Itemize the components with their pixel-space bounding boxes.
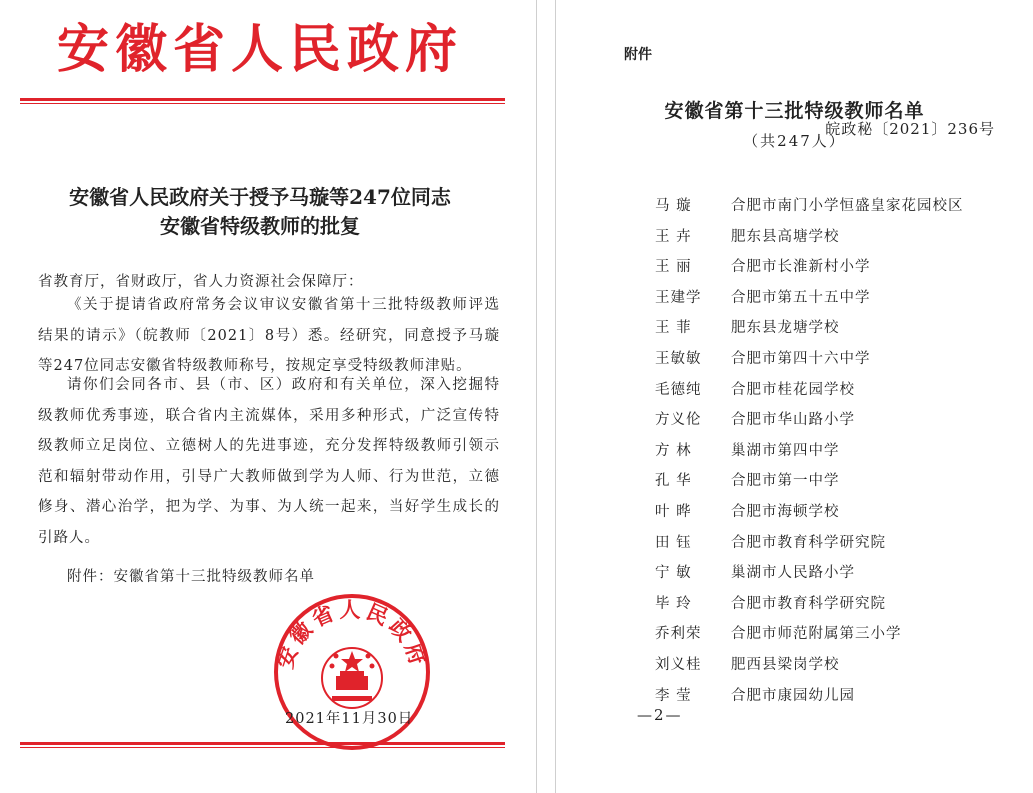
teacher-name: 王 菲 xyxy=(655,320,692,337)
teacher-name: 马 璇 xyxy=(655,198,692,214)
teacher-name: 王 卉 xyxy=(655,228,692,245)
issuer-redhead: 安徽省人民政府 xyxy=(56,19,463,80)
list-item xyxy=(655,528,964,559)
title-line-2: 安徽省特级教师的批复 xyxy=(160,214,360,238)
national-emblem-icon xyxy=(322,648,382,708)
teacher-name: 王敏敏 xyxy=(655,350,702,367)
list-count: （共247人） xyxy=(743,132,846,150)
list-item xyxy=(655,283,964,314)
teacher-list xyxy=(655,191,964,711)
list-item xyxy=(655,344,964,375)
list-item xyxy=(655,619,964,650)
teacher-name: 毕 玲 xyxy=(655,595,692,612)
list-title: 安徽省第十三批特级教师名单 xyxy=(664,100,925,122)
teacher-school: 巢湖市第四中学 xyxy=(731,442,840,459)
list-item xyxy=(655,650,964,681)
document-title xyxy=(0,183,520,241)
teacher-name: 毛德纯 xyxy=(655,381,702,398)
teacher-school: 肥西县梁岗学校 xyxy=(731,656,840,673)
teacher-name: 方义伦 xyxy=(655,412,702,429)
teacher-school: 合肥市教育科学研究院 xyxy=(731,534,886,551)
teacher-school: 合肥市长淮新村小学 xyxy=(731,259,871,276)
page-divider xyxy=(536,0,556,793)
list-item xyxy=(655,497,964,528)
list-item xyxy=(655,313,964,344)
teacher-school: 合肥市第五十五中学 xyxy=(731,289,871,306)
attachment-label: 附件 xyxy=(624,47,652,63)
teacher-school: 肥东县龙塘学校 xyxy=(731,320,840,337)
list-item xyxy=(655,405,964,436)
teacher-name: 宁 敏 xyxy=(655,565,692,582)
list-item xyxy=(655,589,964,620)
title-line-1: 安徽省人民政府关于授予马璇等247位同志 xyxy=(69,185,451,209)
list-item xyxy=(655,222,964,253)
teacher-name: 孔 华 xyxy=(655,473,692,490)
list-item xyxy=(655,252,964,283)
list-item xyxy=(655,466,964,497)
teacher-name: 方 林 xyxy=(655,442,692,459)
list-item xyxy=(655,191,964,222)
issue-date: 2021年11月30日 xyxy=(285,711,414,727)
teacher-school: 巢湖市人民路小学 xyxy=(731,565,855,582)
teacher-school: 合肥市海顿学校 xyxy=(731,503,840,520)
seal-text: 安徽省人民政府 xyxy=(272,596,432,672)
teacher-name: 田 钰 xyxy=(655,534,692,551)
list-item xyxy=(655,436,964,467)
teacher-name: 王建学 xyxy=(655,289,702,306)
list-item xyxy=(655,681,964,712)
red-rule-top-thin xyxy=(20,103,505,104)
teacher-school: 合肥市第一中学 xyxy=(731,473,840,490)
teacher-name: 李 莹 xyxy=(655,687,692,704)
teacher-school: 合肥市南门小学恒盛皇家花园校区 xyxy=(731,198,964,214)
red-rule-bottom xyxy=(20,742,505,745)
document-number: 皖政秘〔2021〕236号 xyxy=(825,120,995,138)
red-rule-top xyxy=(20,98,505,101)
teacher-name: 叶 晔 xyxy=(655,503,692,520)
teacher-school: 肥东县高塘学校 xyxy=(731,228,840,245)
list-item xyxy=(655,375,964,406)
teacher-school: 合肥市桂花园学校 xyxy=(731,381,855,398)
page-number: —2— xyxy=(637,706,683,724)
teacher-school: 合肥市第四十六中学 xyxy=(731,350,871,367)
addressee: 省教育厅，省财政厅，省人力资源社会保障厅： xyxy=(38,274,364,290)
attachment-line: 附件：安徽省第十三批特级教师名单 xyxy=(67,569,315,585)
list-item xyxy=(655,558,964,589)
teacher-name: 乔利荣 xyxy=(655,626,702,643)
teacher-school: 合肥市康园幼儿园 xyxy=(731,687,855,704)
teacher-name: 刘义桂 xyxy=(655,656,702,673)
official-seal xyxy=(272,592,432,752)
teacher-school: 合肥市教育科学研究院 xyxy=(731,595,886,612)
red-rule-bottom-thin xyxy=(20,747,505,748)
body-paragraph-1: 《关于提请省政府常务会议审议安徽省第十三批特级教师评选结果的请示》（皖教师〔2021〕8号）悉。经研究，同意授予马璇等247位同志安徽省特级教师称号，按规定享受特级教师津贴。 xyxy=(38,297,500,374)
teacher-name: 王 丽 xyxy=(655,259,692,276)
body-paragraph-2: 请你们会同各市、县（市、区）政府和有关单位，深入挖掘特级教师优秀事迹，联合省内主流媒体，采用多种形式，广泛宣传特级教师立足岗位、立德树人的先进事迹，充分发挥特级教师引领示范和辐射带动作用，引导广大教师做到学为人师、行为世范，立德修身、潜心治学，把为学、为事、为人统一起来，当好学生成长的引路人。 xyxy=(38,377,500,546)
teacher-school: 合肥市华山路小学 xyxy=(731,412,855,429)
teacher-school: 合肥市师范附属第三小学 xyxy=(731,626,902,643)
